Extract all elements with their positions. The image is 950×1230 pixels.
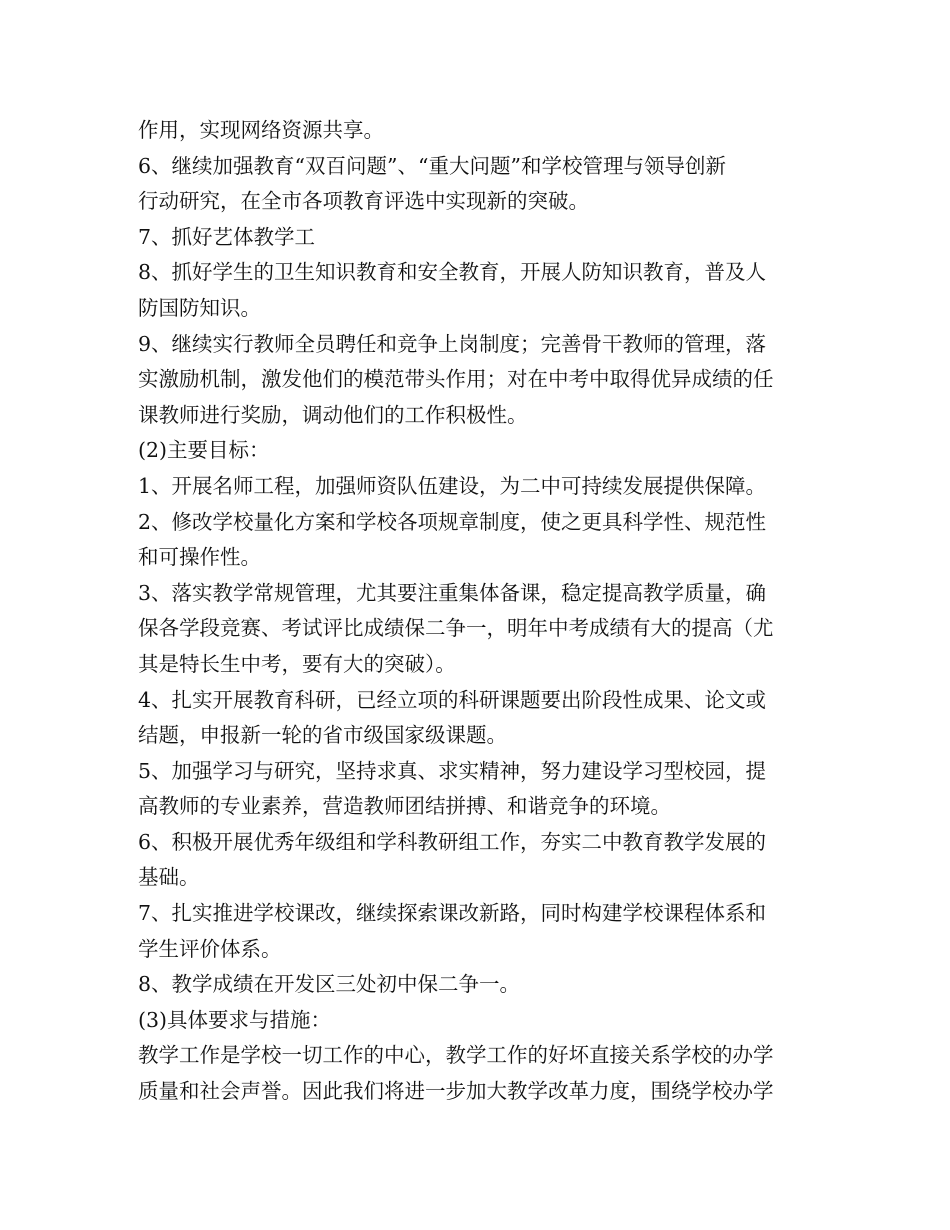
text-line: 4、扎实开展教育科研，已经立项的科研课题要出阶段性成果、论文或 (138, 687, 767, 712)
text-line: 7、抓好艺体教学工 (138, 224, 316, 249)
paragraph (138, 825, 818, 896)
text-line: 9、继续实行教师全员聘任和竞争上岗制度；完善骨干教师的管理，落 (138, 331, 767, 356)
paragraph (138, 1038, 818, 1109)
text-line: 结题，申报新一轮的省市级国家级课题。 (138, 723, 507, 748)
text-line: 质量和社会声誉。因此我们将进一步加大教学改革力度，围绕学校办学 (138, 1079, 774, 1104)
text-line: 和可操作性。 (138, 545, 261, 570)
text-line: 2、修改学校量化方案和学校各项规章制度，使之更具科学性、规范性 (138, 509, 767, 534)
text-line: 课教师进行奖励，调动他们的工作积极性。 (138, 402, 528, 427)
text-line: 8、抓好学生的卫生知识教育和安全教育，开展人防知识教育，普及人 (138, 260, 767, 285)
text-line: 5、加强学习与研究，坚持求真、求实精神，努力建设学习型校园，提 (138, 758, 767, 783)
text-line: 6、继续加强教育“双百问题”、“重大问题”和学校管理与领导创新 (138, 153, 726, 178)
paragraph (138, 967, 818, 1003)
text-line: (2)主要目标： (138, 438, 270, 463)
text-line: 其是特长生中考，要有大的突破）。 (138, 651, 456, 676)
text-line: 实激励机制，激发他们的模范带头作用；对在中考中取得优异成绩的任 (138, 367, 774, 392)
text-line: 3、落实教学常规管理，尤其要注重集体备课，稳定提高教学质量，确 (138, 580, 767, 605)
text-line: 高教师的专业素养，营造教师团结拼搏、和谐竞争的环境。 (138, 794, 671, 819)
paragraph (138, 469, 818, 505)
document-body (138, 113, 818, 1110)
text-line: 基础。 (138, 865, 200, 890)
text-line: 作用，实现网络资源共享。 (138, 118, 384, 142)
text-line: 防国防知识。 (138, 295, 261, 320)
text-line: (3)具体要求与措施： (138, 1007, 332, 1032)
paragraph (138, 683, 818, 754)
text-line: 1、开展名师工程，加强师资队伍建设，为二中可持续发展提供保障。 (138, 473, 767, 498)
paragraph (138, 113, 818, 149)
paragraph (138, 896, 818, 967)
paragraph (138, 327, 818, 434)
text-line: 保各学段竞赛、考试评比成绩保二争一，明年中考成绩有大的提高（尤 (138, 616, 774, 641)
section-heading (138, 433, 818, 469)
section-heading (138, 1003, 818, 1039)
paragraph (138, 576, 818, 683)
text-line: 行动研究，在全市各项教育评选中实现新的突破。 (138, 189, 589, 214)
text-line: 教学工作是学校一切工作的中心，教学工作的好坏直接关系学校的办学 (138, 1043, 774, 1068)
paragraph (138, 754, 818, 825)
text-line: 8、教学成绩在开发区三处初中保二争一。 (138, 972, 521, 997)
paragraph (138, 220, 818, 256)
paragraph (138, 505, 818, 576)
text-line: 6、积极开展优秀年级组和学科教研组工作，夯实二中教育教学发展的 (138, 829, 767, 854)
text-line: 学生评价体系。 (138, 936, 282, 961)
text-line: 7、扎实推进学校课改，继续探索课改新路，同时构建学校课程体系和 (138, 901, 767, 926)
paragraph (138, 149, 818, 220)
paragraph (138, 255, 818, 326)
